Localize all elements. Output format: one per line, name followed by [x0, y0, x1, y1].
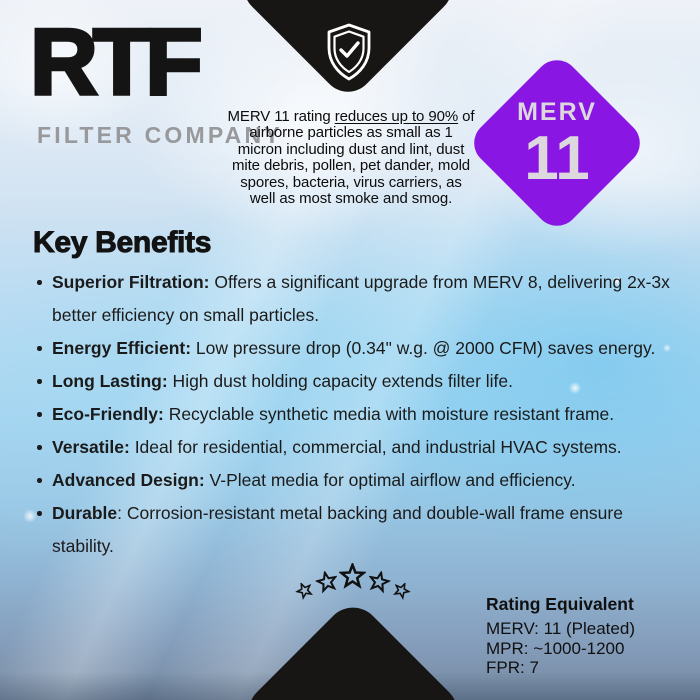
- benefit-item: [35, 365, 675, 398]
- merv-value: 11: [524, 124, 590, 194]
- star-icon: [339, 563, 366, 590]
- benefit-text: Offers a significant upgrade from MERV 8, delivering 2x-3x better efficiency on small particles.: [52, 272, 670, 325]
- benefit-bold: Durable: [52, 503, 118, 523]
- benefit-text: Low pressure drop (0.34" w.g. @ 2000 CFM) saves energy.: [191, 338, 656, 358]
- benefit-text: : Corrosion-resistant metal backing and double-wall frame ensure stability.: [52, 503, 623, 556]
- bullet-dot: [37, 478, 42, 483]
- benefit-text: V-Pleat media for optimal airflow and efficiency.: [204, 470, 576, 490]
- benefit-bold: Long Lasting:: [52, 371, 168, 391]
- benefit-text: Recyclable synthetic media with moisture resistant frame.: [163, 404, 615, 424]
- bullet-dot: [37, 511, 42, 516]
- bottom-ribbon: [237, 596, 469, 700]
- bullet-dot: [37, 280, 42, 285]
- rating-line-fpr: FPR: 7: [486, 658, 539, 677]
- rating-line-merv: MERV: 11 (Pleated): [486, 619, 635, 638]
- benefit-bold: Advanced Design:: [52, 470, 205, 490]
- benefit-item: [35, 497, 675, 563]
- bullet-dot: [37, 379, 42, 384]
- benefits-list: [35, 266, 675, 563]
- star-icon: [314, 569, 340, 595]
- logo-text: RTF: [30, 9, 198, 114]
- benefit-text: Ideal for residential, commercial, and industrial HVAC systems.: [129, 437, 622, 457]
- star-icon: [390, 579, 413, 602]
- bullet-dot: [37, 412, 42, 417]
- intro-suffix: of airborne particles as small as 1 micron including dust and lint, dust mite debris, pollen, pet dander, mold spores, bacteria, virus carriers, as well as most smoke and smog.: [231, 108, 475, 208]
- benefit-bold: Eco-Friendly:: [52, 404, 164, 424]
- benefit-item: [35, 464, 675, 497]
- benefit-item: [35, 332, 675, 365]
- key-benefits-title: Key Benefits: [33, 226, 212, 259]
- rating-equivalent: [486, 594, 635, 678]
- bullet-dot: [37, 445, 42, 450]
- bullet-dot: [37, 346, 42, 351]
- benefit-text: High dust holding capacity extends filter life.: [167, 371, 514, 391]
- rating-title: Rating Equivalent: [486, 594, 634, 614]
- logo-tagline: FILTER COMPANY: [37, 122, 283, 148]
- benefit-item: [35, 431, 675, 464]
- benefit-bold: Superior Filtration:: [52, 272, 210, 292]
- benefit-item: [35, 266, 675, 332]
- benefit-bold: Energy Efficient:: [52, 338, 192, 358]
- intro-text: [227, 109, 475, 207]
- intro-prefix: MERV 11 rating: [227, 108, 335, 125]
- benefit-item: [35, 398, 675, 431]
- merv-badge-content: [492, 78, 622, 208]
- star-icon: [293, 579, 316, 602]
- benefit-bold: Versatile:: [52, 437, 130, 457]
- rating-line-mpr: MPR: ~1000-1200: [486, 638, 625, 658]
- star-icon: [366, 569, 392, 595]
- intro-underlined: reduces up to 90%: [334, 108, 459, 125]
- shield-check-icon: [323, 21, 375, 83]
- merv-diamond-badge: [465, 51, 649, 235]
- merv-label: MERV: [517, 98, 597, 127]
